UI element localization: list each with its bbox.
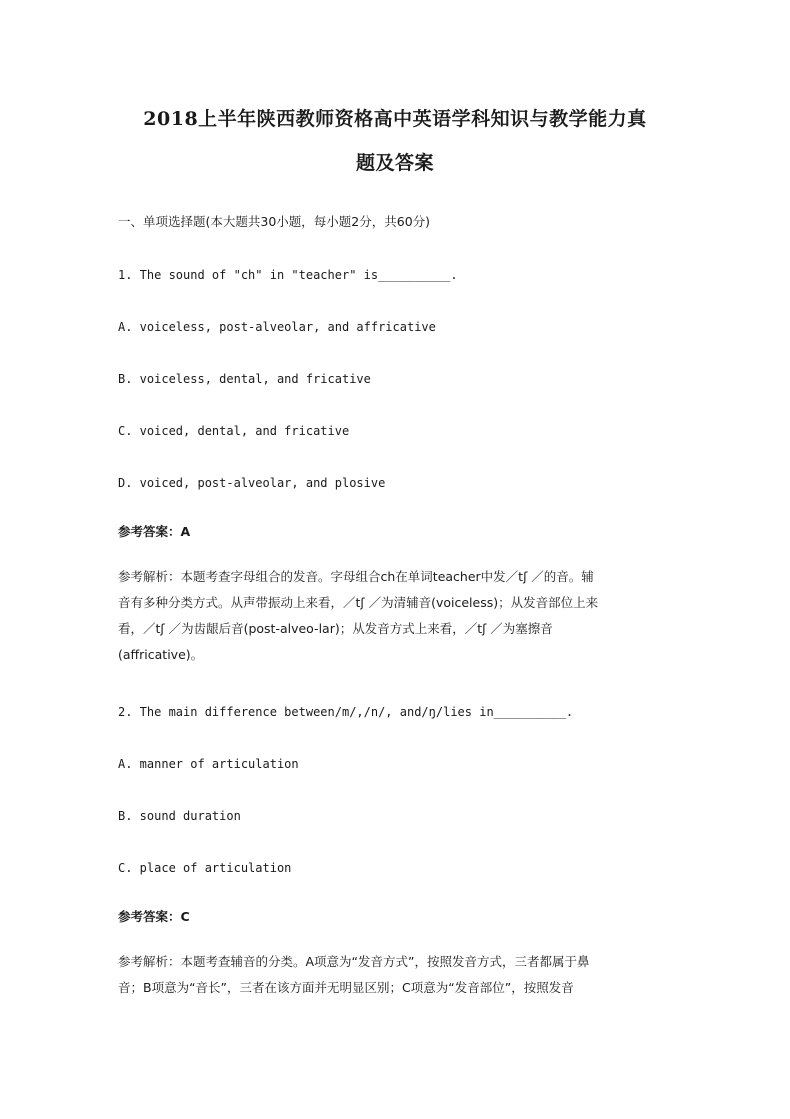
question-1-explanation-line-4: (affricative)。	[118, 647, 204, 662]
question-2-explanation-line-2: 音；B项意为“音长”，三者在该方面并无明显区别；C项意为“发音部位”，按照发音	[118, 980, 574, 995]
question-2-option-c: C. place of articulation	[118, 861, 292, 875]
document-title-line-1: 2018上半年陕西教师资格高中英语学科知识与教学能力真	[143, 108, 647, 130]
question-2-answer: 参考答案：C	[118, 909, 190, 924]
question-1-explanation	[118, 564, 674, 668]
question-1-option-a: A. voiceless, post-alveolar, and affricative	[118, 320, 436, 334]
question-2-stem: 2. The main difference between/m/,/n/, and/ŋ/lies in__________.	[118, 705, 574, 719]
question-2-explanation	[118, 949, 674, 1001]
question-1-option-c: C. voiced, dental, and fricative	[118, 424, 350, 438]
question-1-explanation-line-1: 参考解析：本题考查字母组合的发音。字母组合ch在单词teacher中发／tʃ ／的音。辅	[118, 569, 594, 584]
question-1-explanation-line-2: 音有多种分类方式。从声带振动上来看，／tʃ ／为清辅音(voiceless)；从发音部位上来	[118, 595, 599, 610]
question-1-option-b: B. voiceless, dental, and fricative	[118, 372, 371, 386]
question-1-option-d: D. voiced, post-alveolar, and plosive	[118, 476, 386, 490]
question-1-answer: 参考答案：A	[118, 524, 191, 539]
question-2-option-a: A. manner of articulation	[118, 757, 299, 771]
question-2-explanation-line-1: 参考解析：本题考查辅音的分类。A项意为“发音方式”，按照发音方式，三者都属于鼻	[118, 954, 590, 969]
question-1-explanation-line-3: 看，／tʃ ／为齿龈后音(post-alveo-lar)；从发音方式上来看，／tʃ ／为塞擦音	[118, 621, 553, 636]
document-title-line-2: 题及答案	[355, 152, 434, 174]
section-heading: 一、单项选择题(本大题共30小题，每小题2分，共60分)	[118, 214, 431, 229]
question-1-stem: 1. The sound of "ch" in "teacher" is__________.	[118, 268, 458, 282]
question-2-option-b: B. sound duration	[118, 809, 241, 823]
